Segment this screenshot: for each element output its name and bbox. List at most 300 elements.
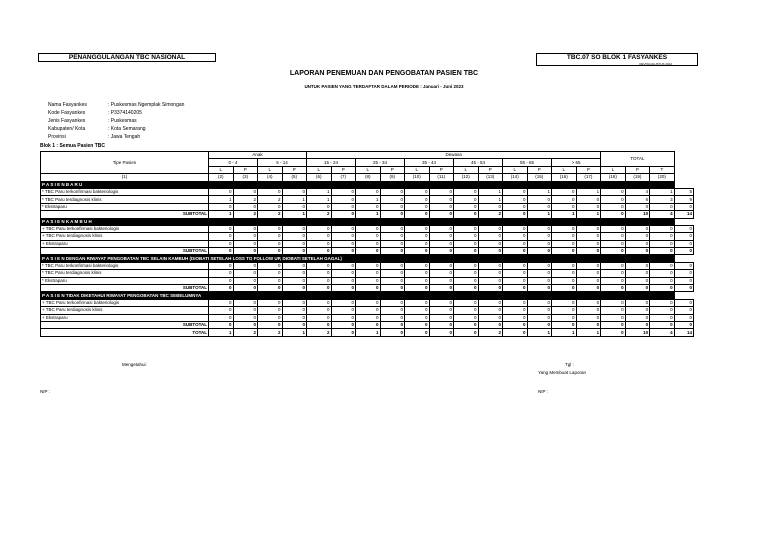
value-cell: 0	[601, 188, 626, 195]
value-cell: 1	[282, 329, 307, 336]
value-cell: 0	[625, 248, 650, 255]
value-cell: 0	[576, 307, 601, 314]
value-cell: 0	[258, 262, 283, 269]
value-cell: 0	[552, 188, 577, 195]
value-cell: 0	[258, 188, 283, 195]
value-cell: 0	[576, 285, 601, 292]
value-cell: 0	[258, 285, 283, 292]
value-cell: 0	[601, 196, 626, 203]
age-group-header: > 65	[552, 159, 601, 166]
value-cell: 0	[674, 225, 693, 232]
value-cell: 0	[454, 262, 479, 269]
value-cell: 0	[209, 240, 234, 247]
table-row	[41, 262, 694, 269]
value-cell: 0	[552, 277, 577, 284]
value-cell: 0	[527, 262, 552, 269]
value-cell: 0	[380, 196, 405, 203]
value-cell: 0	[429, 196, 454, 203]
value-cell: 0	[282, 233, 307, 240]
row-label: * TBC Paru terdiagnosis klinis	[41, 270, 209, 277]
value-cell: 0	[282, 248, 307, 255]
value-cell: 0	[576, 248, 601, 255]
value-cell: 0	[331, 285, 356, 292]
value-cell: 0	[650, 270, 675, 277]
value-cell: 1	[576, 211, 601, 218]
value-cell: 0	[258, 307, 283, 314]
sex-header: P	[527, 166, 552, 173]
value-cell: 0	[674, 321, 693, 328]
section-header-row	[41, 218, 694, 225]
value-cell: 0	[209, 270, 234, 277]
value-cell: 2	[258, 211, 283, 218]
value-cell: 1	[527, 329, 552, 336]
value-cell: 0	[576, 270, 601, 277]
value-cell: 0	[454, 314, 479, 321]
value-cell: 0	[650, 262, 675, 269]
info-value: : Jawa Tengah	[108, 134, 141, 140]
value-cell: 0	[209, 299, 234, 306]
value-cell: 0	[405, 277, 430, 284]
value-cell: 9	[674, 196, 693, 203]
value-cell: 0	[307, 277, 332, 284]
value-cell: 0	[331, 211, 356, 218]
value-cell: 0	[552, 196, 577, 203]
value-cell: 0	[478, 270, 503, 277]
value-cell: 0	[258, 248, 283, 255]
value-cell: 0	[527, 299, 552, 306]
age-group-header: 35 - 44	[405, 159, 454, 166]
table-row	[41, 240, 694, 247]
value-cell: 1	[307, 196, 332, 203]
sex-header: P	[331, 166, 356, 173]
value-cell: 1	[576, 188, 601, 195]
value-cell: 2	[233, 211, 258, 218]
value-cell: 0	[429, 262, 454, 269]
value-cell: 0	[429, 321, 454, 328]
value-cell: 0	[405, 299, 430, 306]
value-cell: 0	[380, 321, 405, 328]
value-cell: 0	[282, 240, 307, 247]
value-cell: 0	[429, 188, 454, 195]
column-number: (5)	[282, 174, 307, 181]
value-cell: 0	[282, 307, 307, 314]
value-cell: 0	[307, 270, 332, 277]
sex-header: L	[209, 166, 234, 173]
column-number: (17)	[576, 174, 601, 181]
sex-header: L	[454, 166, 479, 173]
subtotal-row	[41, 329, 694, 336]
value-cell: 5	[674, 188, 693, 195]
section-title: P A S I E N DENGAN RIWAYAT PENGOBATAN TBC SELAIN KAMBUH (DIOBATI SETELAH LOSS TO FOLLOW UP, DIOBATI SETELAH GAGAL)	[41, 255, 675, 262]
info-value: : Kota Semarang	[108, 126, 146, 132]
value-cell: 0	[503, 321, 528, 328]
value-cell: 3	[650, 196, 675, 203]
value-cell: 0	[233, 188, 258, 195]
anak-header: Anak	[209, 152, 307, 159]
value-cell: 0	[503, 240, 528, 247]
value-cell: 0	[454, 270, 479, 277]
section-header-row	[41, 292, 694, 299]
column-number: (15)	[527, 174, 552, 181]
value-cell: 0	[552, 233, 577, 240]
value-cell: 0	[601, 329, 626, 336]
value-cell: 0	[233, 299, 258, 306]
value-cell: 0	[307, 248, 332, 255]
value-cell: 1	[527, 188, 552, 195]
sex-header: L	[503, 166, 528, 173]
sex-header: L	[258, 166, 283, 173]
value-cell: 0	[380, 277, 405, 284]
value-cell: 0	[503, 299, 528, 306]
value-cell: 0	[307, 203, 332, 210]
value-cell: 2	[478, 329, 503, 336]
value-cell: 0	[209, 225, 234, 232]
value-cell: 0	[209, 233, 234, 240]
column-number: (8)	[356, 174, 381, 181]
value-cell: 0	[576, 225, 601, 232]
value-cell: 0	[209, 321, 234, 328]
sex-header: L	[601, 166, 626, 173]
value-cell: 0	[650, 277, 675, 284]
table-row	[41, 299, 694, 306]
value-cell: 0	[331, 196, 356, 203]
value-cell: 0	[503, 262, 528, 269]
value-cell: 0	[356, 285, 381, 292]
value-cell: 0	[503, 196, 528, 203]
value-cell: 0	[454, 277, 479, 284]
value-cell: 0	[552, 299, 577, 306]
value-cell: 0	[625, 277, 650, 284]
value-cell: 0	[601, 203, 626, 210]
value-cell: 0	[454, 240, 479, 247]
page-title: LAPORAN PENEMUAN DAN PENGOBATAN PASIEN TBC	[289, 70, 479, 77]
sex-header: L	[356, 166, 381, 173]
value-cell: 0	[429, 314, 454, 321]
value-cell: 0	[209, 285, 234, 292]
value-cell: 1	[307, 188, 332, 195]
value-cell: 0	[380, 225, 405, 232]
value-cell: 0	[258, 233, 283, 240]
value-cell: 0	[576, 233, 601, 240]
value-cell: 1	[552, 329, 577, 336]
value-cell: 0	[625, 307, 650, 314]
value-cell: 0	[233, 240, 258, 247]
value-cell: 0	[625, 285, 650, 292]
value-cell: 2	[258, 329, 283, 336]
value-cell: 0	[527, 225, 552, 232]
value-cell: 0	[380, 188, 405, 195]
value-cell: 0	[576, 321, 601, 328]
table-row	[41, 270, 694, 277]
value-cell: 1	[356, 196, 381, 203]
value-cell: 0	[380, 240, 405, 247]
subtotal-row	[41, 248, 694, 255]
column-number: (13)	[478, 174, 503, 181]
value-cell: 0	[405, 225, 430, 232]
info-value: : P3374140205	[108, 110, 142, 116]
column-number: (18)	[601, 174, 626, 181]
value-cell: 0	[307, 225, 332, 232]
value-cell: 0	[209, 203, 234, 210]
dewasa-header: Dewasa	[307, 152, 601, 159]
acknowledged-label: Mengetahui:	[122, 362, 147, 367]
value-cell: 1	[527, 211, 552, 218]
value-cell: 0	[454, 307, 479, 314]
value-cell: 0	[552, 314, 577, 321]
value-cell: 0	[380, 233, 405, 240]
value-cell: 0	[478, 314, 503, 321]
column-number: (20)	[650, 174, 675, 181]
value-cell: 0	[331, 262, 356, 269]
form-code: TBC.07 SO BLOK 1 FASYANKES	[566, 54, 668, 61]
value-cell: 0	[307, 299, 332, 306]
value-cell: 0	[209, 188, 234, 195]
value-cell: 0	[552, 285, 577, 292]
value-cell: 0	[356, 225, 381, 232]
sex-header: T	[650, 166, 675, 173]
value-cell: 0	[233, 262, 258, 269]
info-value: : Puskesmas	[108, 118, 137, 124]
value-cell: 0	[405, 321, 430, 328]
value-cell: 0	[429, 233, 454, 240]
value-cell: 0	[331, 225, 356, 232]
value-cell: 0	[405, 285, 430, 292]
row-label: * TBC Paru terdiagnosis klinis	[41, 196, 209, 203]
value-cell: 0	[625, 240, 650, 247]
value-cell: 2	[307, 211, 332, 218]
value-cell: 6	[625, 196, 650, 203]
value-cell: 0	[233, 225, 258, 232]
value-cell: 0	[233, 285, 258, 292]
value-cell: 0	[674, 248, 693, 255]
value-cell: 0	[429, 248, 454, 255]
nip-right: NIP :	[538, 389, 548, 394]
value-cell: 0	[478, 240, 503, 247]
value-cell: 0	[258, 321, 283, 328]
sex-header: P	[429, 166, 454, 173]
value-cell: 0	[674, 233, 693, 240]
value-cell: 0	[601, 307, 626, 314]
value-cell: 0	[429, 270, 454, 277]
value-cell: 0	[405, 240, 430, 247]
value-cell: 0	[625, 314, 650, 321]
sex-header: P	[233, 166, 258, 173]
value-cell: 0	[601, 299, 626, 306]
value-cell: 0	[625, 321, 650, 328]
section-title: P A S I E N TIDAK DIKETAHUI RIWAYAT PENGOBATAN TBC SEBELUMNYA	[41, 292, 675, 299]
info-label: Kabupaten/ Kota	[48, 126, 86, 132]
value-cell: 0	[282, 277, 307, 284]
value-cell: 0	[380, 329, 405, 336]
value-cell: 0	[552, 262, 577, 269]
value-cell: 0	[307, 314, 332, 321]
row-label: SUBTOTAL	[41, 285, 209, 292]
value-cell: 0	[405, 196, 430, 203]
row-label: + TBC Paru terdiagnosis klinis	[41, 233, 209, 240]
value-cell: 0	[650, 314, 675, 321]
row-label: * TBC Paru terkonfirmasi bakteriologis	[41, 188, 209, 195]
value-cell: 0	[503, 233, 528, 240]
value-cell: 0	[282, 314, 307, 321]
column-number: (2)	[209, 174, 234, 181]
value-cell: 0	[674, 203, 693, 210]
value-cell: 0	[674, 307, 693, 314]
value-cell: 0	[233, 248, 258, 255]
value-cell: 1	[478, 188, 503, 195]
table-row	[41, 225, 694, 232]
info-label: Kode Fasyankes	[48, 110, 86, 116]
value-cell: 0	[331, 188, 356, 195]
facility-info	[48, 101, 184, 141]
value-cell: 0	[380, 307, 405, 314]
form-revision: REVISI/AGUSTUS 2022	[639, 62, 672, 66]
value-cell: 0	[650, 225, 675, 232]
sex-header: P	[380, 166, 405, 173]
value-cell: 0	[380, 248, 405, 255]
value-cell: 0	[503, 248, 528, 255]
value-cell: 14	[674, 211, 693, 218]
value-cell: 0	[356, 270, 381, 277]
value-cell: 0	[258, 299, 283, 306]
value-cell: 0	[282, 188, 307, 195]
value-cell: 0	[356, 188, 381, 195]
value-cell: 0	[356, 277, 381, 284]
section-title: P A S I E N K A M B U H	[41, 218, 675, 225]
row-label: + TBC Paru terkonfirmasi bakteriologis	[41, 299, 209, 306]
value-cell: 0	[331, 240, 356, 247]
column-number: (12)	[454, 174, 479, 181]
value-cell: 0	[233, 203, 258, 210]
section-header-row	[41, 181, 694, 188]
age-group-header: 15 - 24	[307, 159, 356, 166]
value-cell: 0	[478, 203, 503, 210]
value-cell: 1	[209, 211, 234, 218]
value-cell: 0	[331, 203, 356, 210]
value-cell: 0	[454, 285, 479, 292]
value-cell: 0	[356, 240, 381, 247]
value-cell: 0	[331, 248, 356, 255]
value-cell: 0	[356, 299, 381, 306]
value-cell: 0	[454, 248, 479, 255]
value-cell: 0	[331, 314, 356, 321]
value-cell: 0	[503, 203, 528, 210]
value-cell: 0	[282, 285, 307, 292]
value-cell: 0	[601, 321, 626, 328]
subtotal-row	[41, 285, 694, 292]
value-cell: 0	[625, 270, 650, 277]
report-table	[40, 151, 694, 337]
value-cell: 0	[527, 277, 552, 284]
value-cell: 0	[209, 277, 234, 284]
value-cell: 0	[282, 321, 307, 328]
value-cell: 0	[405, 233, 430, 240]
value-cell: 0	[527, 270, 552, 277]
value-cell: 0	[209, 307, 234, 314]
value-cell: 0	[331, 277, 356, 284]
value-cell: 0	[674, 277, 693, 284]
subtotal-row	[41, 211, 694, 218]
value-cell: 0	[478, 225, 503, 232]
info-label: Jenis Fasyankes	[48, 118, 86, 124]
value-cell: 0	[601, 314, 626, 321]
value-cell: 0	[503, 188, 528, 195]
value-cell: 0	[478, 285, 503, 292]
value-cell: 2	[258, 196, 283, 203]
value-cell: 0	[454, 321, 479, 328]
value-cell: 0	[503, 225, 528, 232]
value-cell: 0	[454, 225, 479, 232]
value-cell: 0	[454, 329, 479, 336]
value-cell: 0	[356, 233, 381, 240]
value-cell: 0	[601, 233, 626, 240]
value-cell: 0	[625, 225, 650, 232]
value-cell: 0	[429, 277, 454, 284]
value-cell: 1	[209, 196, 234, 203]
value-cell: 0	[601, 248, 626, 255]
value-cell: 1	[282, 211, 307, 218]
value-cell: 0	[233, 307, 258, 314]
value-cell: 0	[405, 211, 430, 218]
age-group-header: 5 - 14	[258, 159, 307, 166]
value-cell: 0	[527, 240, 552, 247]
value-cell: 0	[527, 248, 552, 255]
value-cell: 0	[454, 203, 479, 210]
value-cell: 0	[601, 277, 626, 284]
table-row	[41, 188, 694, 195]
column-number: (6)	[307, 174, 332, 181]
value-cell: 0	[478, 233, 503, 240]
row-label: + TBC Paru terdiagnosis klinis	[41, 307, 209, 314]
value-cell: 0	[454, 233, 479, 240]
report-maker-label: Yang Membuat Laporan	[538, 370, 586, 375]
value-cell: 1	[576, 329, 601, 336]
age-group-header: 55 - 65	[503, 159, 552, 166]
row-label: * Ekstraparu	[41, 277, 209, 284]
value-cell: 0	[233, 314, 258, 321]
value-cell: 0	[503, 211, 528, 218]
value-cell: 0	[576, 299, 601, 306]
value-cell: 4	[650, 329, 675, 336]
row-label: * TBC Paru terkonfirmasi bakteriologis	[41, 262, 209, 269]
value-cell: 0	[674, 270, 693, 277]
value-cell: 0	[331, 299, 356, 306]
value-cell: 0	[625, 262, 650, 269]
value-cell: 0	[601, 270, 626, 277]
sex-header: P	[576, 166, 601, 173]
value-cell: 0	[503, 307, 528, 314]
value-cell: 0	[650, 285, 675, 292]
total-header: TOTAL	[601, 152, 675, 167]
value-cell: 0	[356, 314, 381, 321]
value-cell: 0	[576, 203, 601, 210]
value-cell: 0	[552, 321, 577, 328]
value-cell: 0	[405, 314, 430, 321]
table-row	[41, 196, 694, 203]
column-number: (16)	[552, 174, 577, 181]
value-cell: 0	[552, 307, 577, 314]
column-number: (14)	[503, 174, 528, 181]
value-cell: 0	[429, 240, 454, 247]
table-row	[41, 203, 694, 210]
value-cell: 0	[601, 240, 626, 247]
value-cell: 0	[356, 321, 381, 328]
value-cell: 0	[478, 299, 503, 306]
value-cell: 0	[454, 188, 479, 195]
value-cell: 0	[405, 203, 430, 210]
age-group-header: 25 - 34	[356, 159, 405, 166]
value-cell: 0	[380, 270, 405, 277]
value-cell: 0	[527, 321, 552, 328]
